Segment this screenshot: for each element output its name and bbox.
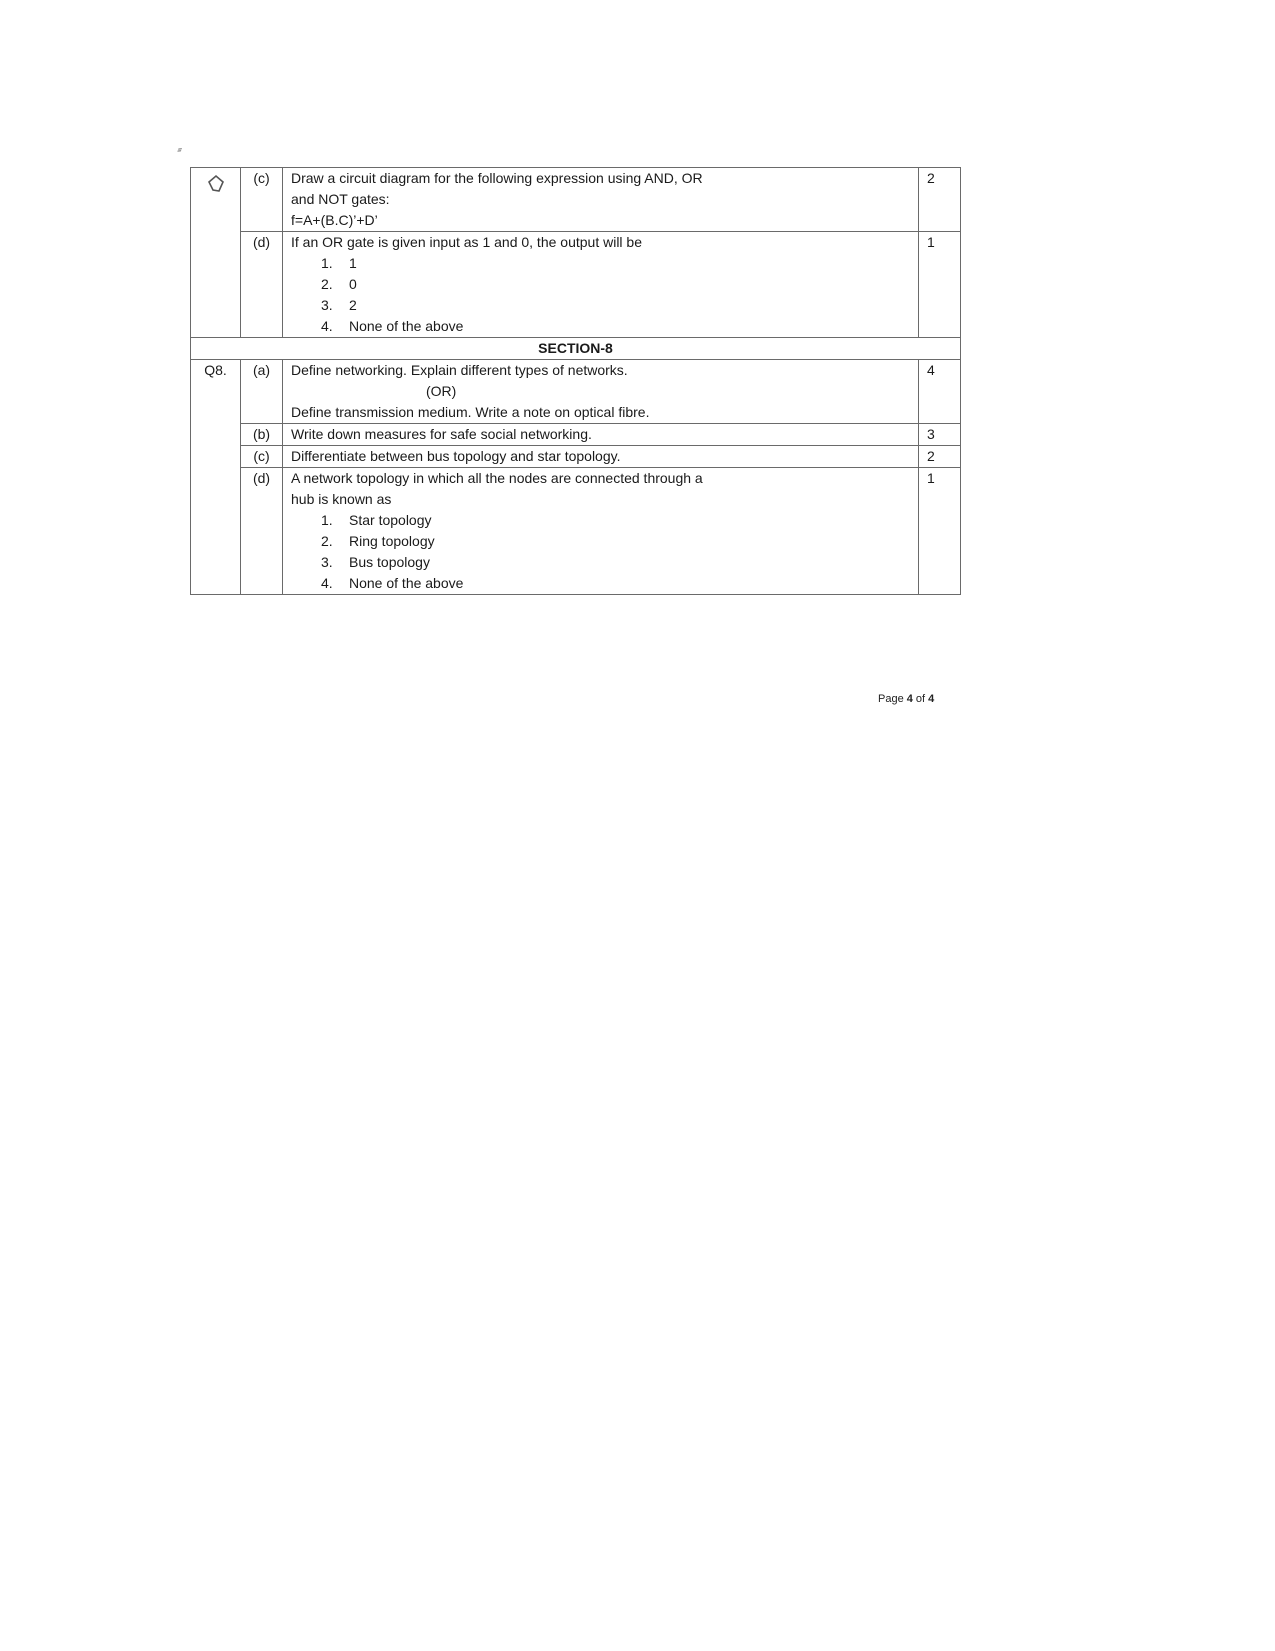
question-row <box>191 424 961 446</box>
option-text: Star topology <box>349 512 432 528</box>
option-text: None of the above <box>349 318 464 334</box>
option-item <box>321 316 912 337</box>
page-footer <box>878 693 934 705</box>
option-item <box>321 295 912 316</box>
option-item <box>321 573 912 594</box>
handwritten-mark-icon <box>205 173 227 195</box>
question-line: Define transmission medium. Write a note on optical fibre. <box>291 404 650 420</box>
question-line: If an OR gate is given input as 1 and 0, the output will be <box>291 234 642 250</box>
question-line: Draw a circuit diagram for the following expression using AND, OR <box>291 170 703 186</box>
option-number: 4. <box>321 318 333 334</box>
option-text: 0 <box>349 276 357 292</box>
page-prefix: Page <box>878 693 907 705</box>
part-label: (b) <box>241 424 283 446</box>
or-separator: (OR) <box>426 383 457 399</box>
option-list <box>291 510 912 594</box>
stray-mark: ⸗ <box>175 141 185 157</box>
option-text: Bus topology <box>349 554 430 570</box>
option-number: 1. <box>321 255 333 271</box>
question-row <box>191 446 961 468</box>
part-label: (c) <box>241 168 283 232</box>
marks: 2 <box>919 446 961 468</box>
question-line: Define networking. Explain different types of networks. <box>291 362 628 378</box>
option-number: 3. <box>321 297 333 313</box>
question-line: hub is known as <box>291 491 392 507</box>
question-text <box>283 168 919 232</box>
part-label: (c) <box>241 446 283 468</box>
question-line: A network topology in which all the nodes are connected through a <box>291 470 703 486</box>
question-row <box>191 468 961 595</box>
option-item <box>321 253 912 274</box>
question-row <box>191 168 961 232</box>
marks: 2 <box>919 168 961 232</box>
option-item <box>321 531 912 552</box>
page-middle: of <box>912 693 929 705</box>
question-text <box>283 468 919 595</box>
question-text <box>283 360 919 424</box>
question-number-cell <box>191 168 241 338</box>
marks: 3 <box>919 424 961 446</box>
marks: 1 <box>919 232 961 338</box>
question-text: Differentiate between bus topology and star topology. <box>283 446 919 468</box>
section-title: SECTION-8 <box>191 338 961 360</box>
option-number: 2. <box>321 533 333 549</box>
question-text: Write down measures for safe social networking. <box>283 424 919 446</box>
question-text <box>283 232 919 338</box>
option-item <box>321 510 912 531</box>
option-text: 2 <box>349 297 357 313</box>
option-number: 3. <box>321 554 333 570</box>
option-list <box>291 253 912 337</box>
part-label: (d) <box>241 468 283 595</box>
expression-line: f=A+(B.C)’+D’ <box>291 212 378 228</box>
option-number: 1. <box>321 512 333 528</box>
marks: 1 <box>919 468 961 595</box>
option-number: 4. <box>321 575 333 591</box>
option-item <box>321 552 912 573</box>
part-label: (d) <box>241 232 283 338</box>
part-label: (a) <box>241 360 283 424</box>
option-number: 2. <box>321 276 333 292</box>
marks: 4 <box>919 360 961 424</box>
question-row <box>191 232 961 338</box>
question-row <box>191 360 961 424</box>
question-number: Q8. <box>191 360 241 595</box>
option-text: Ring topology <box>349 533 435 549</box>
section-row <box>191 338 961 360</box>
question-table <box>190 167 961 595</box>
option-item <box>321 274 912 295</box>
total-pages: 4 <box>928 693 935 705</box>
current-page: 4 <box>906 693 913 705</box>
question-line: and NOT gates: <box>291 191 390 207</box>
option-text: None of the above <box>349 575 464 591</box>
option-text: 1 <box>349 255 357 271</box>
